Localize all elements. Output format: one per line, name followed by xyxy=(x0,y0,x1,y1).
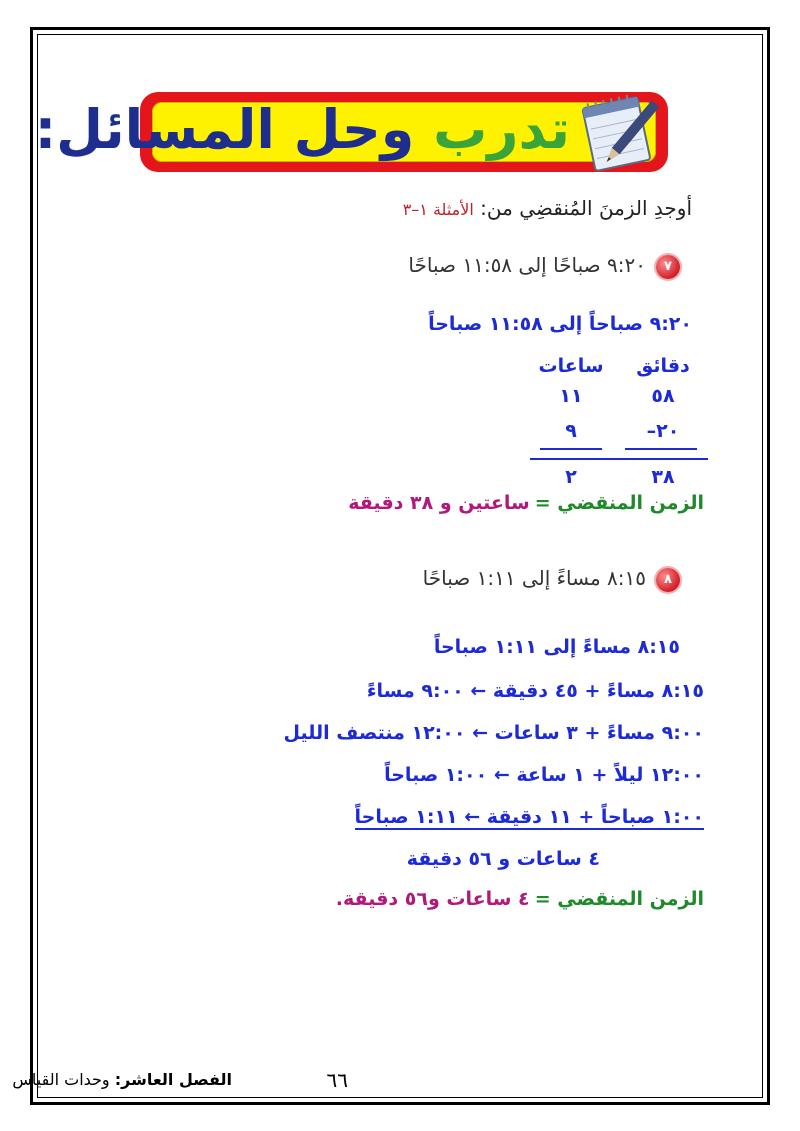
page-border-inner xyxy=(34,34,763,1098)
table-result-hours: ٢ xyxy=(565,466,577,488)
table-header-hours: ساعات xyxy=(538,355,604,377)
instructions-text: أوجدِ الزمنَ المُنقضِي من: xyxy=(480,196,692,220)
problem-8-step-1: ٨:١٥ مساءً + ٤٥ دقيقة ← ٩:٠٠ مساءً xyxy=(366,680,704,702)
table-cell-minutes-1: ٥٨ xyxy=(651,385,675,407)
section-banner xyxy=(34,88,668,176)
problem-8-badge: ٨ xyxy=(656,568,680,592)
footer-chapter xyxy=(12,1070,232,1089)
exercise-instructions xyxy=(403,196,692,220)
answer-8-value: ٤ ساعات و٥٦ دقيقة. xyxy=(335,888,530,910)
problem-8-solution-title: ٨:١٥ مساءً إلى ١:١١ صباحاً xyxy=(433,636,680,658)
table-result-minutes: ٣٨ xyxy=(651,466,675,488)
banner-title-word1: تدرب xyxy=(433,98,570,161)
problem-8-total: ٤ ساعات و ٥٦ دقيقة xyxy=(406,848,600,870)
table-cell-minutes-2: ٢٠– xyxy=(646,420,680,442)
problem-8-answer xyxy=(336,888,704,910)
problem-8-step-4: ١:٠٠ صباحاً + ١١ دقيقة ← ١:١١ صباحاً xyxy=(354,806,704,828)
problem-7-badge: ٧ xyxy=(656,255,680,279)
table-underline-hours xyxy=(540,448,602,450)
banner-title-word2: وحل المسائل: xyxy=(34,98,415,161)
examples-reference: الأمثلة ١–٣ xyxy=(402,200,474,219)
problem-8-text: ٨:١٥ مساءً إلى ١:١١ صباحًا xyxy=(422,566,646,590)
answer-7-label: الزمن المنقضي = xyxy=(534,492,704,514)
problem-7-answer xyxy=(348,492,704,514)
table-cell-hours-2: ٩ xyxy=(565,420,577,442)
footer-chapter-label: الفصل العاشر: xyxy=(114,1070,232,1089)
table-underline-minutes xyxy=(625,448,697,450)
notepad-pencil-icon xyxy=(568,88,664,176)
problem-7-text: ٩:٢٠ صباحًا إلى ١١:٥٨ صباحًا xyxy=(408,253,646,277)
table-header-minutes: دقائق xyxy=(636,355,690,377)
banner-title xyxy=(35,96,570,164)
table-sum-line xyxy=(530,458,708,460)
page-number: ٦٦ xyxy=(326,1068,348,1092)
problem-8-step-3: ١٢:٠٠ ليلاً + ١ ساعة ← ١:٠٠ صباحاً xyxy=(384,764,704,786)
table-cell-hours-1: ١١ xyxy=(559,385,583,407)
problem-7-solution-title: ٩:٢٠ صباحاً إلى ١١:٥٨ صباحاً xyxy=(428,313,692,335)
footer-chapter-title: وحدات القياس xyxy=(12,1070,110,1089)
problem-8-step-2: ٩:٠٠ مساءً + ٣ ساعات ← ١٢:٠٠ منتصف الليل xyxy=(283,722,704,744)
answer-7-value: ساعتين و ٣٨ دقيقة xyxy=(348,492,530,514)
answer-8-label: الزمن المنقضي = xyxy=(534,888,704,910)
